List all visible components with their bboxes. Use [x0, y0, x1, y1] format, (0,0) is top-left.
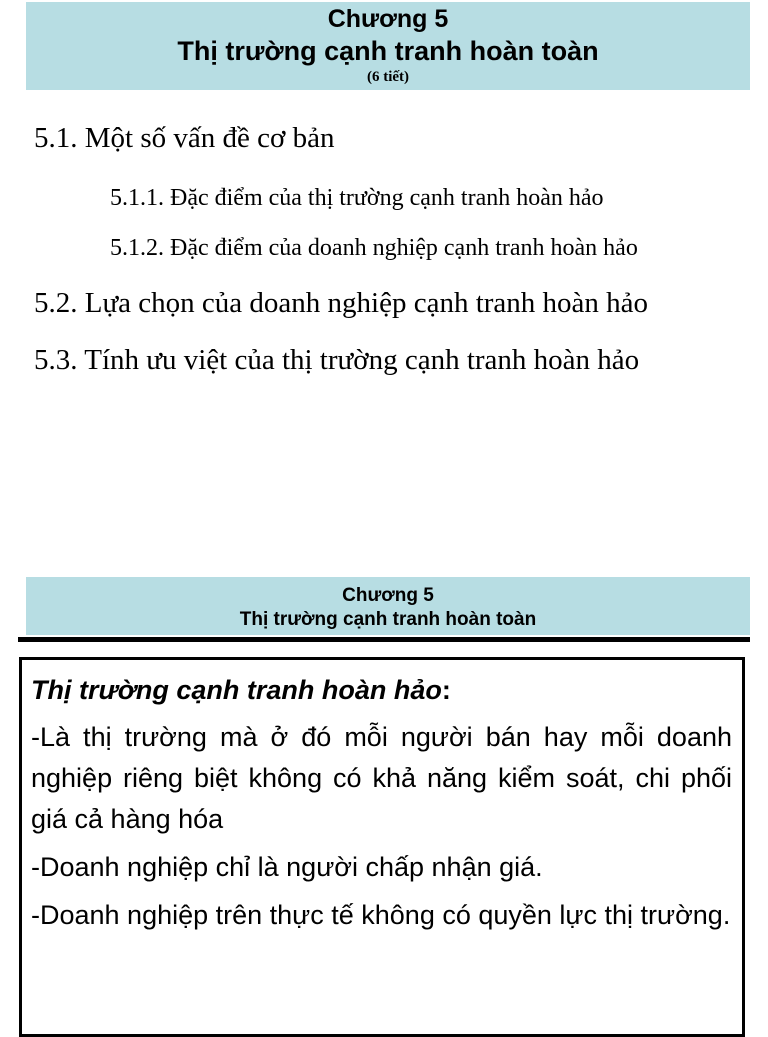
- toc-item-5-3: 5.3. Tính ưu việt của thị trường cạnh tranh hoàn hảo: [34, 344, 640, 376]
- slide1-header: [26, 2, 750, 90]
- toc-item-5-1-1: 5.1.1. Đặc điểm của thị trường cạnh tranh hoàn hảo: [110, 185, 604, 211]
- slide1-title: Thị trường cạnh tranh hoàn toàn: [177, 36, 599, 66]
- bullet-item: -Doanh nghiệp chỉ là người chấp nhận giá.: [31, 852, 543, 882]
- slide2-header: [26, 577, 750, 635]
- slide2-title: Thị trường cạnh tranh hoàn toàn: [239, 609, 537, 630]
- slide2-chapter-label: Chương 5: [342, 585, 434, 606]
- toc-item-5-1: 5.1. Một số vấn đề cơ bản: [34, 122, 335, 154]
- header-divider: [18, 637, 750, 642]
- definition-heading-text: Thị trường cạnh tranh hoàn hảo: [31, 675, 442, 705]
- definition-heading: [31, 670, 732, 711]
- definition-box: [19, 657, 745, 1037]
- definition-heading-colon: :: [441, 675, 451, 705]
- toc-item-5-1-2: 5.1.2. Đặc điểm của doanh nghiệp cạnh tranh hoàn hảo: [110, 235, 638, 261]
- slide1-chapter-label: Chương 5: [327, 5, 449, 33]
- bullet-item: -Doanh nghiệp trên thực tế không có quyền lực thị trường.: [31, 900, 731, 930]
- toc-item-5-2: 5.2. Lựa chọn của doanh nghiệp cạnh tranh hoàn hảo: [34, 287, 649, 319]
- slide1-subtitle: (6 tiết): [366, 69, 410, 85]
- bullet-item: -Là thị trường mà ở đó mỗi người bán hay mỗi doanh nghiệp riêng biệt không có khả năng kiểm soát, chi phối giá cả hàng hóa: [31, 722, 732, 834]
